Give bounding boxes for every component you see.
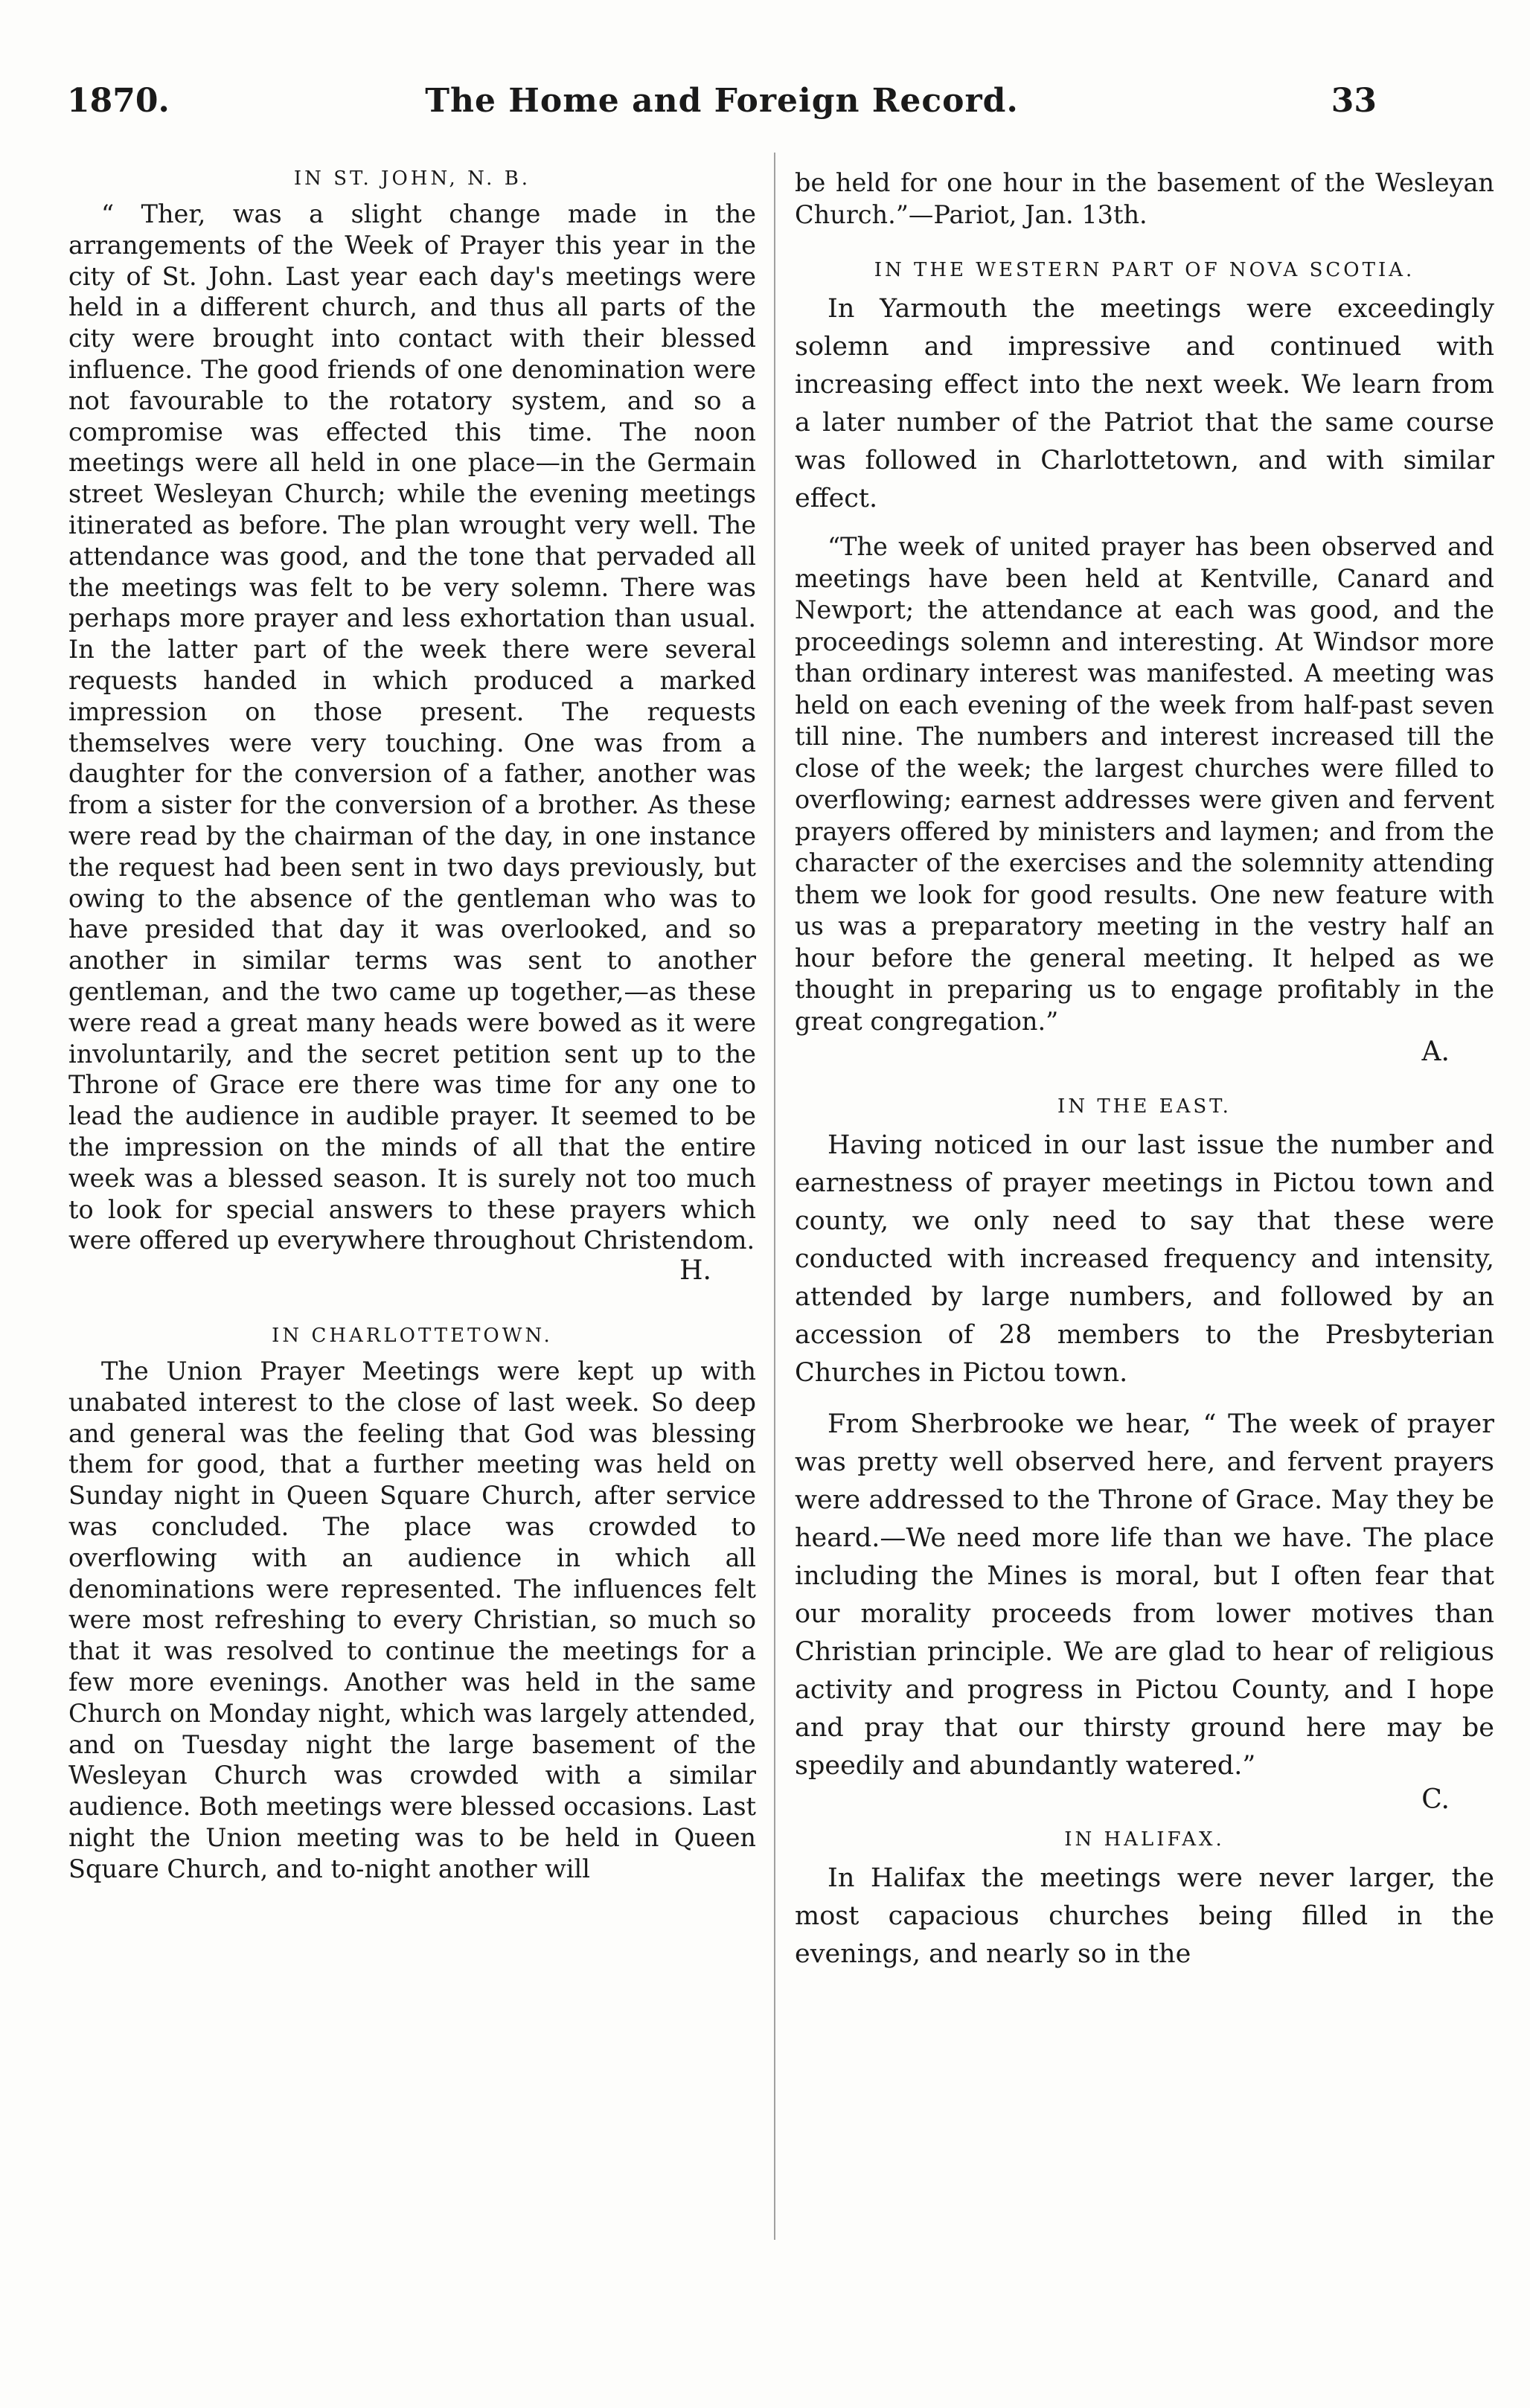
- section-heading-nova-scotia: IN THE WESTERN PART OF NOVA SCOTIA.: [874, 259, 1415, 281]
- section-heading-halifax: IN HALIFAX.: [1064, 1828, 1225, 1851]
- quoted-report: “The week of united prayer has been observed and meetings have been held at Kentville, Canard and Newport; the attendance at each was good, and the proceedings solemn and interesting. At Windsor more than ordinary interest was manifested. A meeting was held on each evening of the week from half-past seven till nine. The numbers and interest increased till the close of the week; the largest churches were filled to overflowing; earnest addresses were given and fervent prayers offered by ministers and laymen; and from the character of the exercises and the solemnity attending them we look for good results. One new feature with us was a preparatory meeting in the vestry half an hour before the general meeting. It helped as we thought in preparing us to engage profitably in the great congregation.”: [795, 532, 1494, 1036]
- right-column: [795, 167, 1494, 2244]
- section-heading-charlottetown: IN CHARLOTTETOWN.: [272, 1325, 553, 1348]
- article-paragraph: In Yarmouth the meetings were exceedingly solemn and impressive and continued with increasing effect into the next week. We learn from a later number of the Patriot that the same course was followed in Charlottetown, and with similar effect.: [795, 294, 1494, 513]
- signature-h: H.: [679, 1255, 711, 1287]
- journal-title: The Home and Foreign Record.: [425, 82, 1019, 120]
- article-paragraph: In Halifax the meetings were never larger, the most capacious churches being filled in the evenings, and nearly so in the: [795, 1863, 1494, 1969]
- article-paragraph: Having noticed in our last issue the number and earnestness of prayer meetings in Pictou town and county, we only need to say that these were conducted with increased frequency and intensity, attended by large numbers, and followed by an accession of 28 members to the Presbyterian Churches in Pictou town.: [795, 1130, 1494, 1388]
- continued-paragraph: be held for one hour in the basement of the Wesleyan Church.”—Pariot, Jan. 13th.: [795, 168, 1494, 229]
- article-paragraph: “ Ther, was a slight change made in the arrangements of the Week of Prayer this year in the city of St. John. Last year each day's meetings were held in a different church, and thus all parts of the city were brought into contact with their blessed influence. The good friends of one denomination were not favourable to the rotatory system, and so a compromise was effected this time. The noon meetings were all held in one place—in the Germain street Wesleyan Church; while the evening meetings itinerated as before. The plan wrought very well. The attendance was good, and the tone that pervaded all the meetings was felt to be very solemn. There was perhaps more prayer and less exhortation than usual. In the latter part of the week there were several requests handed in which produced a marked impression on those present. The requests themselves were very touching. One was from a daughter for the conversion of a father, another was from a sister for the conversion of a brother. As these were read by the chairman of the day, in one instance the request had been sent in two days previously, but owing to the absence of the gentleman who was to have presided that day it was overlooked, and so another in similar terms was sent to another gentleman, and the two came up together,—as these were read a great many heads were bowed as it were involuntarily, and the secret petition sent up to the Throne of Grace ere there was time for any one to lead the audience in audible prayer. It seemed to be the impression on the minds of all that the entire week was a blessed season. It is surely not too much to look for special answers to these prayers which were offered up everywhere throughout Christendom.: [68, 199, 756, 1255]
- article-paragraph: The Union Prayer Meetings were kept up with unabated interest to the close of last week. So deep and general was the feeling that God was blessing them for good, that a further meeting was held on Sunday night in Queen Square Church, after service was concluded. The place was crowded to overflowing with an audience in which all denominations were represented. The influences felt were most refreshing to every Christian, so much so that it was resolved to continue the meetings for a few more evenings. Another was held in the same Church on Monday night, which was largely attended, and on Tuesday night the large basement of the Wesleyan Church was crowded with a similar audience. Both meetings were blessed occasions. Last night the Union meeting was to be held in Queen Square Church, and to-night another will: [68, 1357, 756, 1883]
- signature-a: A.: [1421, 1037, 1450, 1067]
- running-header: [67, 82, 1377, 134]
- header-year: 1870.: [67, 82, 170, 120]
- article-paragraph: From Sherbrooke we hear, “ The week of prayer was pretty well observed here, and fervent prayers were addressed to the Throne of Grace. May they be heard.—We need more life than we have. The place including the Mines is moral, but I often fear that our morality proceeds from lower motives than Christian principle. We are glad to hear of religious activity and progress in Pictou County, and I hope and pray that our thirsty ground here may be speedily and abundantly watered.”: [795, 1409, 1494, 1781]
- section-heading-east: IN THE EAST.: [1057, 1095, 1232, 1118]
- signature-c: C.: [1421, 1784, 1450, 1815]
- page-number: 33: [1331, 82, 1377, 120]
- section-heading-st-john: IN ST. JOHN, N. B.: [293, 167, 531, 190]
- column-divider: [774, 153, 775, 2240]
- left-column: [68, 167, 756, 2244]
